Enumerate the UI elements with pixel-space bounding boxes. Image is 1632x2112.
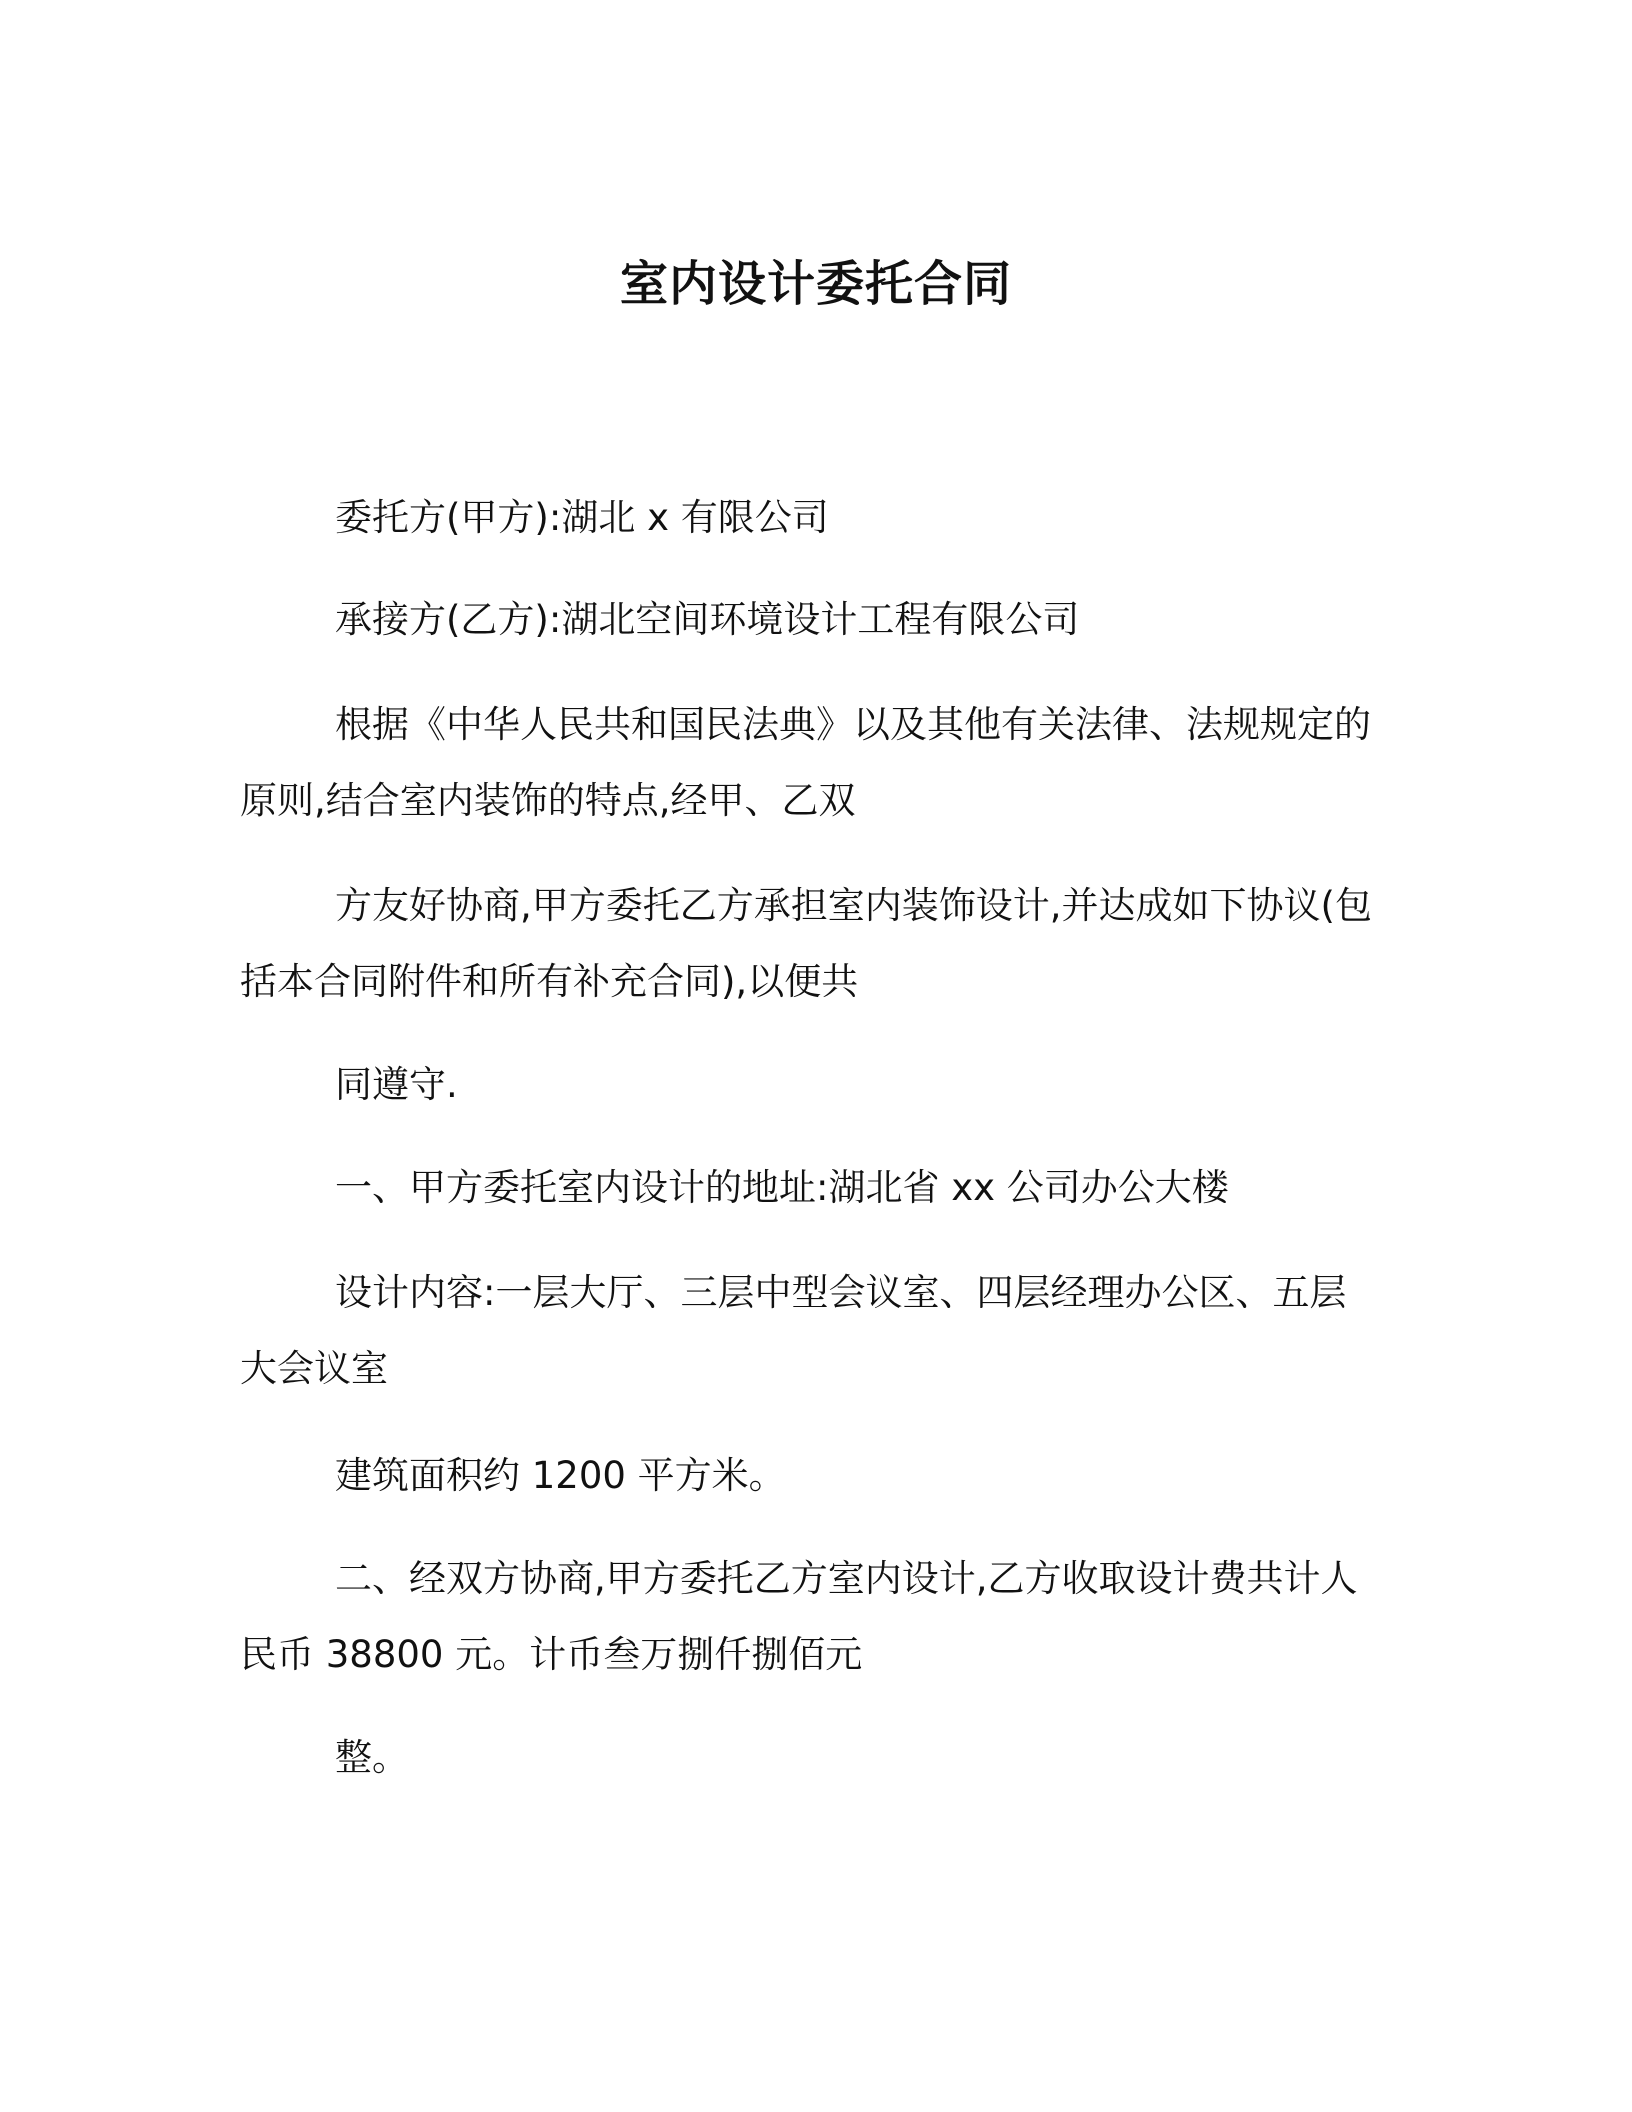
paragraph-line: 设计内容:一层大厅、三层中型会议室、四层经理办公区、五层: [335, 1271, 1347, 1314]
paragraph-line: 原则,结合室内装饰的特点,经甲、乙双: [240, 779, 856, 822]
paragraph-line: 括本合同附件和所有补充合同),以便共: [240, 960, 859, 1003]
party-b-paragraph: [240, 582, 1380, 658]
compliance-paragraph: [240, 1047, 1380, 1123]
paragraph-line: 方友好协商,甲方委托乙方承担室内装饰设计,并达成如下协议(包: [335, 884, 1372, 927]
paragraph-line: 民币 38800 元。计币叁万捌仟捌佰元: [240, 1633, 863, 1676]
document-title: 室内设计委托合同: [619, 256, 1012, 313]
paragraph-line: 根据《中华人民共和国民法典》以及其他有关法律、法规规定的: [335, 703, 1371, 746]
paragraph-line: 一、甲方委托室内设计的地址:湖北省 xx 公司办公大楼: [335, 1166, 1229, 1209]
design-fee-paragraph: [240, 1541, 1380, 1693]
paragraph-line: 建筑面积约 1200 平方米。: [335, 1454, 786, 1497]
agreement-paragraph: [240, 868, 1380, 1020]
design-address-paragraph: [240, 1150, 1380, 1226]
party-a-paragraph: [240, 480, 1380, 556]
paragraph-line: 承接方(乙方):湖北空间环境设计工程有限公司: [335, 598, 1080, 641]
building-area-paragraph: [240, 1438, 1380, 1514]
legal-basis-paragraph: [240, 687, 1380, 839]
paragraph-line: 二、经双方协商,甲方委托乙方室内设计,乙方收取设计费共计人: [335, 1557, 1358, 1600]
paragraph-line: 同遵守.: [335, 1063, 458, 1106]
paragraph-line: 大会议室: [240, 1347, 388, 1390]
fee-ending-paragraph: [240, 1720, 1380, 1796]
paragraph-line: 委托方(甲方):湖北 x 有限公司: [335, 496, 829, 539]
paragraph-line: 整。: [335, 1736, 409, 1779]
design-content-paragraph: [240, 1255, 1380, 1407]
